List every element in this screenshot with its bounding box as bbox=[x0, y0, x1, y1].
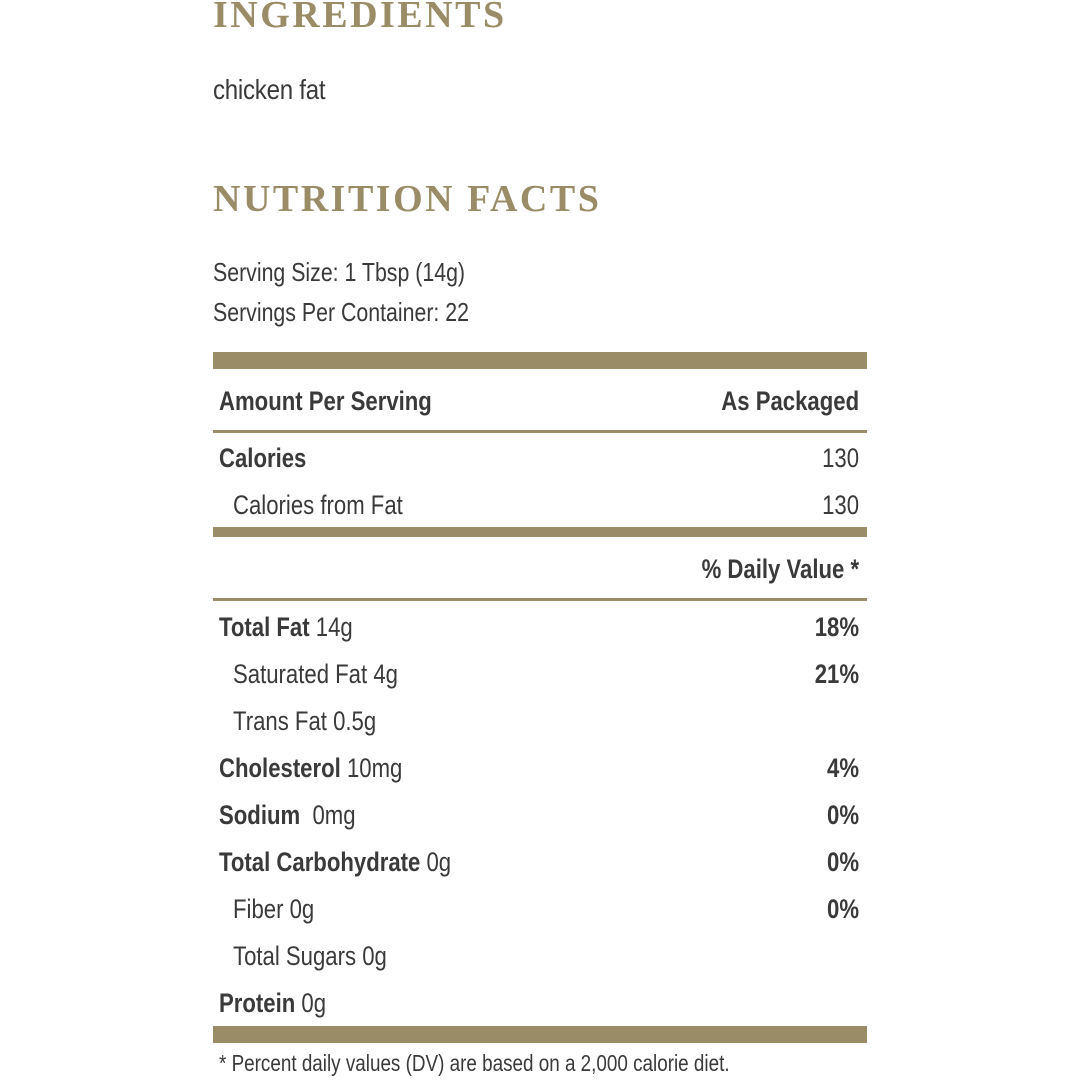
nutrient-row-total-carbohydrate bbox=[219, 844, 859, 880]
servings-per-container: Servings Per Container: 22 bbox=[213, 297, 469, 327]
daily-value-header-row bbox=[219, 551, 859, 587]
nutrient-daily-value: 21% bbox=[814, 659, 859, 689]
ingredients-heading: INGREDIENTS bbox=[213, 0, 507, 36]
nutrient-row-cholesterol bbox=[219, 750, 859, 786]
nutrient-name: Total Fat bbox=[219, 612, 310, 642]
nutrient-daily-value: 18% bbox=[814, 612, 859, 642]
calories-value: 130 bbox=[822, 443, 859, 473]
nutrient-amount: 0g bbox=[301, 988, 327, 1018]
bottom-thick-divider bbox=[213, 1026, 867, 1043]
calories-from-fat-value: 130 bbox=[822, 490, 859, 520]
nutrient-row-sodium bbox=[219, 797, 859, 833]
calories-row bbox=[219, 440, 859, 476]
nutrient-amount: 0.5g bbox=[333, 706, 377, 736]
nutrient-daily-value: 0% bbox=[826, 800, 859, 830]
nutrient-row-protein bbox=[219, 985, 859, 1021]
nutrient-amount: 14g bbox=[315, 612, 353, 642]
nutrient-daily-value: 4% bbox=[826, 753, 859, 783]
nutrient-amount: 0g bbox=[362, 941, 387, 971]
nutrient-name: Total Carbohydrate bbox=[219, 847, 421, 877]
nutrient-amount: 4g bbox=[373, 659, 398, 689]
nutrient-name: Protein bbox=[219, 988, 296, 1018]
nutrient-daily-value: 0% bbox=[826, 847, 859, 877]
calories-from-fat-row bbox=[219, 487, 859, 523]
nutrient-row-fiber bbox=[219, 891, 859, 927]
as-packaged-label: As Packaged bbox=[721, 386, 859, 416]
amount-header-row bbox=[219, 383, 859, 419]
daily-value-footnote: * Percent daily values (DV) are based on a 2,000 calorie diet. bbox=[219, 1050, 730, 1076]
nutrient-row-trans-fat bbox=[219, 703, 859, 739]
divider bbox=[213, 598, 867, 601]
nutrient-row-total-sugars bbox=[219, 938, 859, 974]
nutrient-name: Trans Fat bbox=[233, 706, 327, 736]
nutrition-facts-heading: NUTRITION FACTS bbox=[213, 178, 602, 220]
daily-value-header: % Daily Value * bbox=[701, 554, 859, 584]
mid-thick-divider bbox=[213, 527, 867, 537]
nutrient-name: Saturated Fat bbox=[233, 659, 368, 689]
nutrient-name: Total Sugars bbox=[233, 941, 357, 971]
nutrient-row-total-fat bbox=[219, 609, 859, 645]
nutrient-name: Cholesterol bbox=[219, 753, 341, 783]
serving-size: Serving Size: 1 Tbsp (14g) bbox=[213, 257, 466, 287]
nutrient-amount: 10mg bbox=[346, 753, 403, 783]
divider bbox=[213, 430, 867, 433]
amount-per-serving-label: Amount Per Serving bbox=[219, 386, 432, 416]
calories-from-fat-label: Calories from Fat bbox=[233, 490, 403, 520]
nutrient-amount: 0mg bbox=[312, 800, 356, 830]
nutrient-amount: 0g bbox=[426, 847, 452, 877]
nutrient-name: Sodium bbox=[219, 800, 301, 830]
nutrient-row-saturated-fat bbox=[219, 656, 859, 692]
ingredients-list: chicken fat bbox=[213, 74, 326, 105]
nutrient-name: Fiber bbox=[233, 894, 284, 924]
nutrient-daily-value: 0% bbox=[826, 894, 859, 924]
calories-label: Calories bbox=[219, 443, 307, 473]
top-thick-divider bbox=[213, 352, 867, 369]
nutrient-amount: 0g bbox=[289, 894, 315, 924]
